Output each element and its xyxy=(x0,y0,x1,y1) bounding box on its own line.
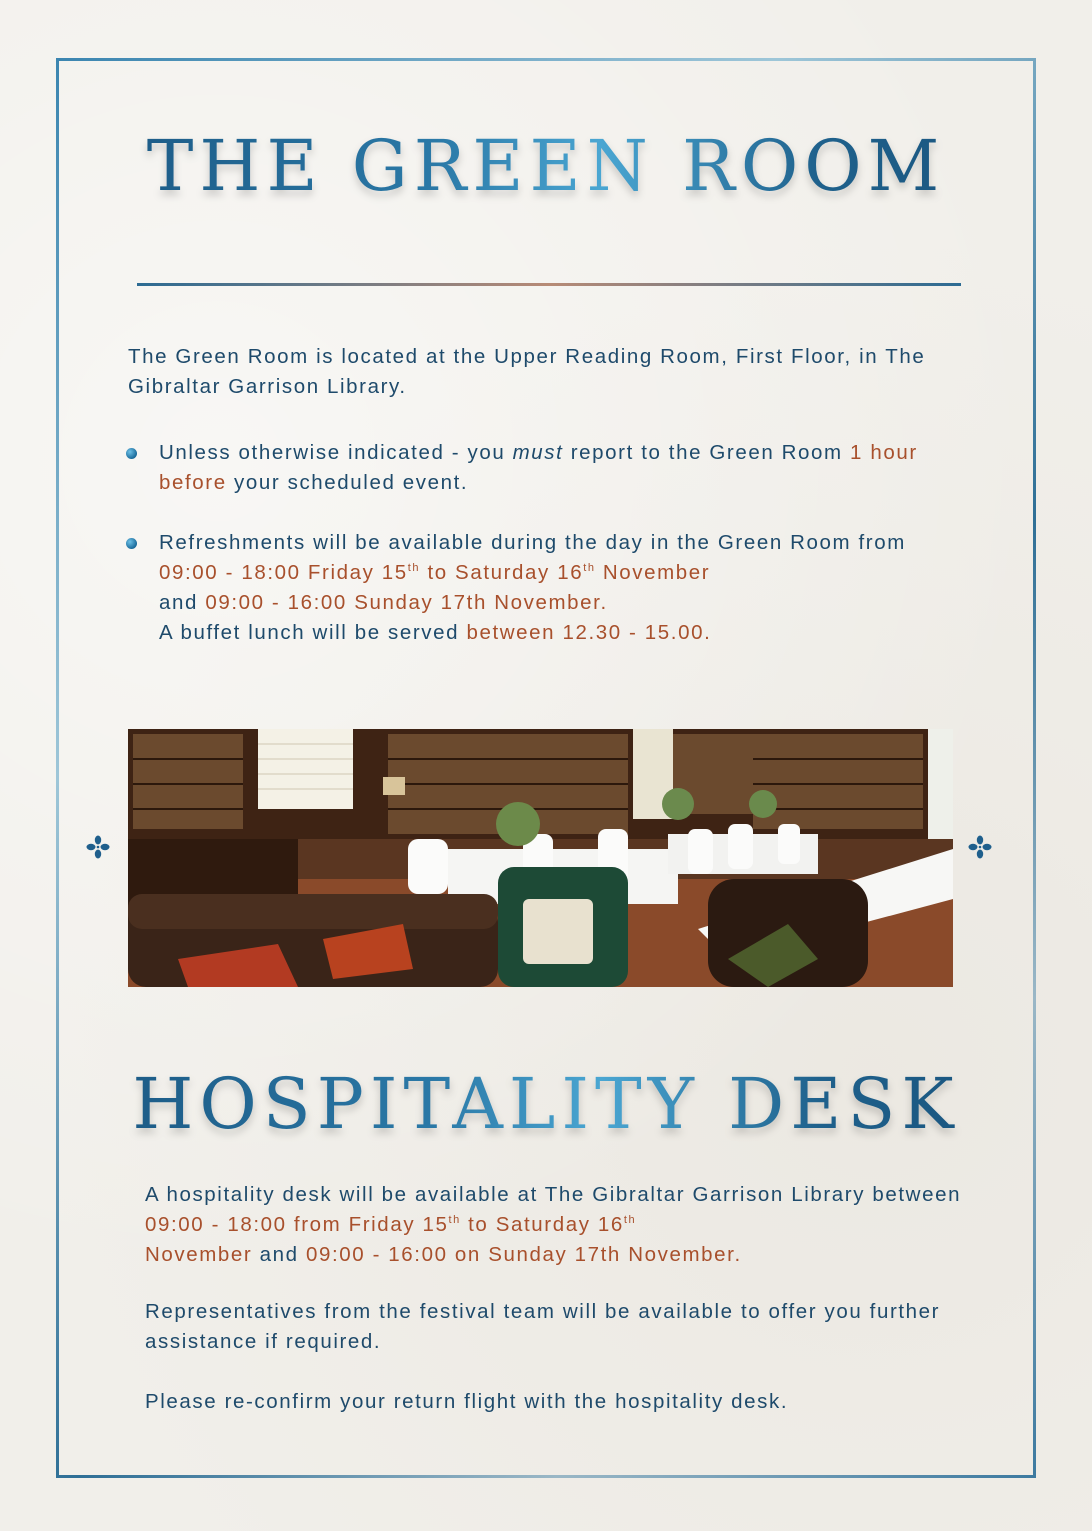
hospitality-assistance: Representatives from the festival team will be available to offer you further assistance if required. xyxy=(145,1300,941,1353)
bullet-dot-icon xyxy=(126,538,137,549)
green-room-intro: The Green Room is located at the Upper Reading Room, First Floor, in The Gibraltar Garrison Library. xyxy=(128,345,926,398)
floral-ornament-icon xyxy=(967,834,993,860)
floral-ornament-icon xyxy=(85,834,111,860)
bullet-dot-icon xyxy=(126,448,137,459)
bullet-refreshments-text: Refreshments will be available during the day in the Green Room from 09:00 - 18:00 Friday 15th to Saturday 16th November and 09:00 - 16:00 Sunday 17th November. A buffet lunch will be served between 12.30 - 15.00. xyxy=(159,531,906,644)
hospitality-flight-reminder: Please re-confirm your return flight with the hospitality desk. xyxy=(145,1390,789,1413)
title-divider xyxy=(137,283,961,286)
bullet-report-text: Unless otherwise indicated - you must report to the Green Room 1 hour before your scheduled event. xyxy=(159,441,918,494)
green-room-title: THE GREEN ROOM xyxy=(0,125,1092,207)
hospitality-desk-title: HOSPITALITY DESK xyxy=(0,1063,1092,1145)
green-room-photo xyxy=(128,729,953,987)
hospitality-desk-hours: A hospitality desk will be available at The Gibraltar Garrison Library between 09:00 - 18:00 from Friday 15th to Saturday 16th November and 09:00 - 16:00 on Sunday 17th November. xyxy=(145,1183,962,1266)
library-interior-image xyxy=(128,729,953,987)
